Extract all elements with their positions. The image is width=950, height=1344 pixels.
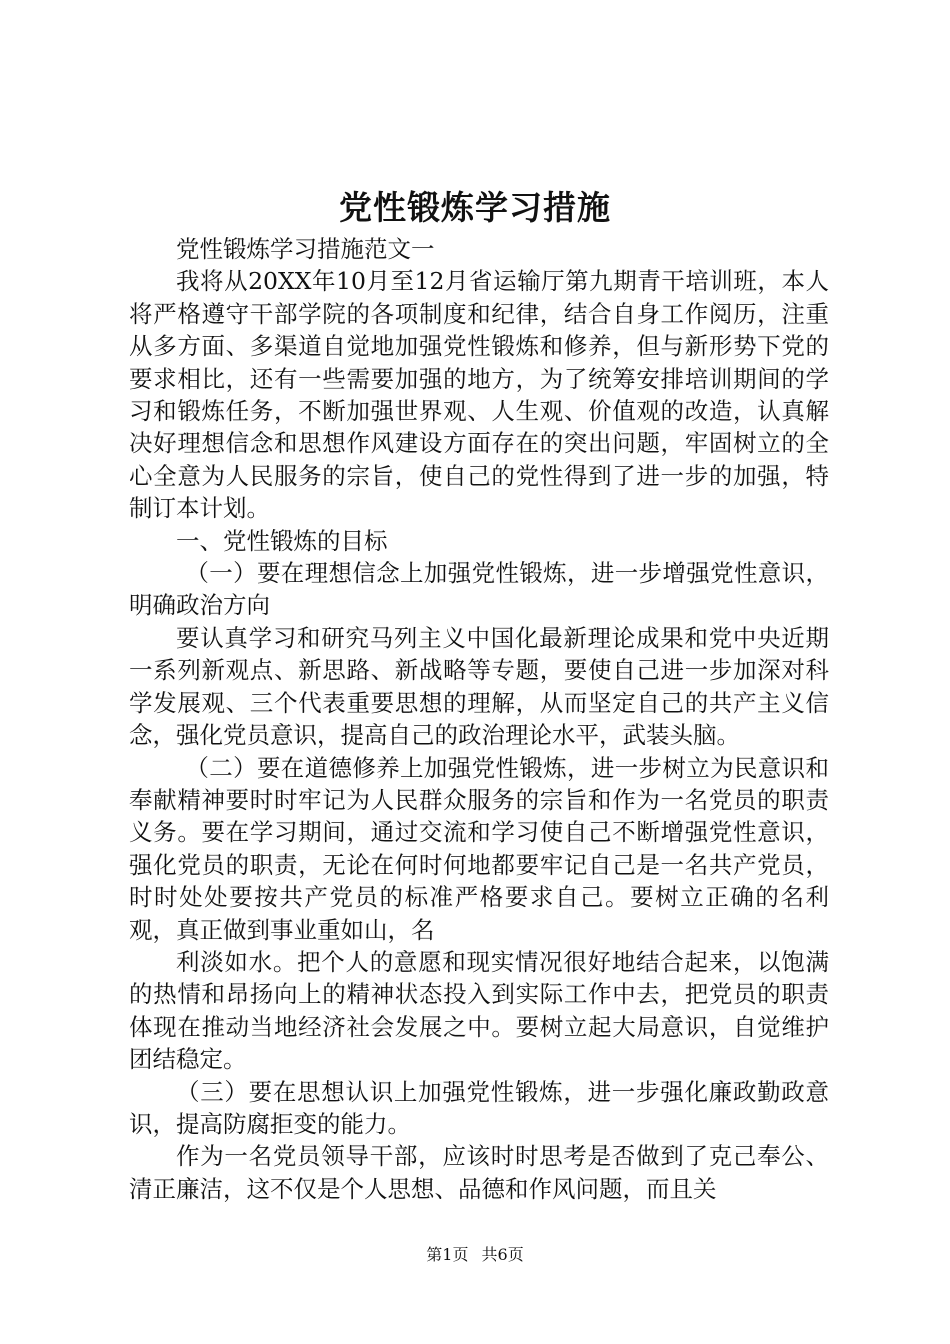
paragraph: 作为一名党员领导干部，应该时时思考是否做到了克己奉公、清正廉洁，这不仅是个人思想、品德和作风问题，而且关 [129,1142,829,1203]
document-title: 党性锻炼学习措施 [339,188,611,227]
document-body [129,233,829,1205]
subsection-heading: （一）要在理想信念上加强党性锻炼，进一步增强党性意识，明确政治方向 [129,559,829,620]
subsection-heading: （二）要在道德修养上加强党性锻炼，进一步树立为民意识和奉献精神要时时牢记为人民群众服务的宗旨和作为一名党员的职责义务。要在学习期间，通过交流和学习使自己不断增强党性意识，强化党员的职责，无论在何时何地都要牢记自己是一名共产党员，时时处处要按共产党员的标准严格要求自己。要树立正确的名利观，真正做到事业重如山，名 [129,753,829,944]
paragraph: 要认真学习和研究马列主义中国化最新理论成果和党中央近期一系列新观点、新思路、新战略等专题，要使自己进一步加深对科学发展观、三个代表重要思想的理解，从而坚定自己的共产主义信念，强化党员意识，提高自己的政治理论水平，武装头脑。 [129,623,829,750]
subsection-heading: （三）要在思想认识上加强党性锻炼，进一步强化廉政勤政意识，提高防腐拒变的能力。 [129,1077,829,1138]
page-total: 共6页 [481,1245,524,1264]
paragraph: 利淡如水。把个人的意愿和现实情况很好地结合起来，以饱满的热情和昂扬向上的精神状态投入到实际工作中去，把党员的职责体现在推动当地经济社会发展之中。要树立起大局意识，自觉维护团结稳定。 [129,947,829,1074]
paragraph: 我将从20XX年10月至12月省运输厅第九期青干培训班，本人将严格遵守干部学院的各项制度和纪律，结合自身工作阅历，注重从多方面、多渠道自觉地加强党性锻炼和修养，但与新形势下党的要求相比，还有一些需要加强的地方，为了统筹安排培训期间的学习和锻炼任务，不断加强世界观、人生观、价值观的改造，认真解决好理想信念和思想作风建设方面存在的突出问题，牢固树立的全心全意为人民服务的宗旨，使自己的党性得到了进一步的加强，特制订本计划。 [129,267,829,523]
paragraph-subtitle: 党性锻炼学习措施范文一 [176,235,435,263]
page-footer [0,1243,950,1267]
page-number: 第1页 [426,1245,469,1264]
section-heading: 一、党性锻炼的目标 [176,526,388,555]
